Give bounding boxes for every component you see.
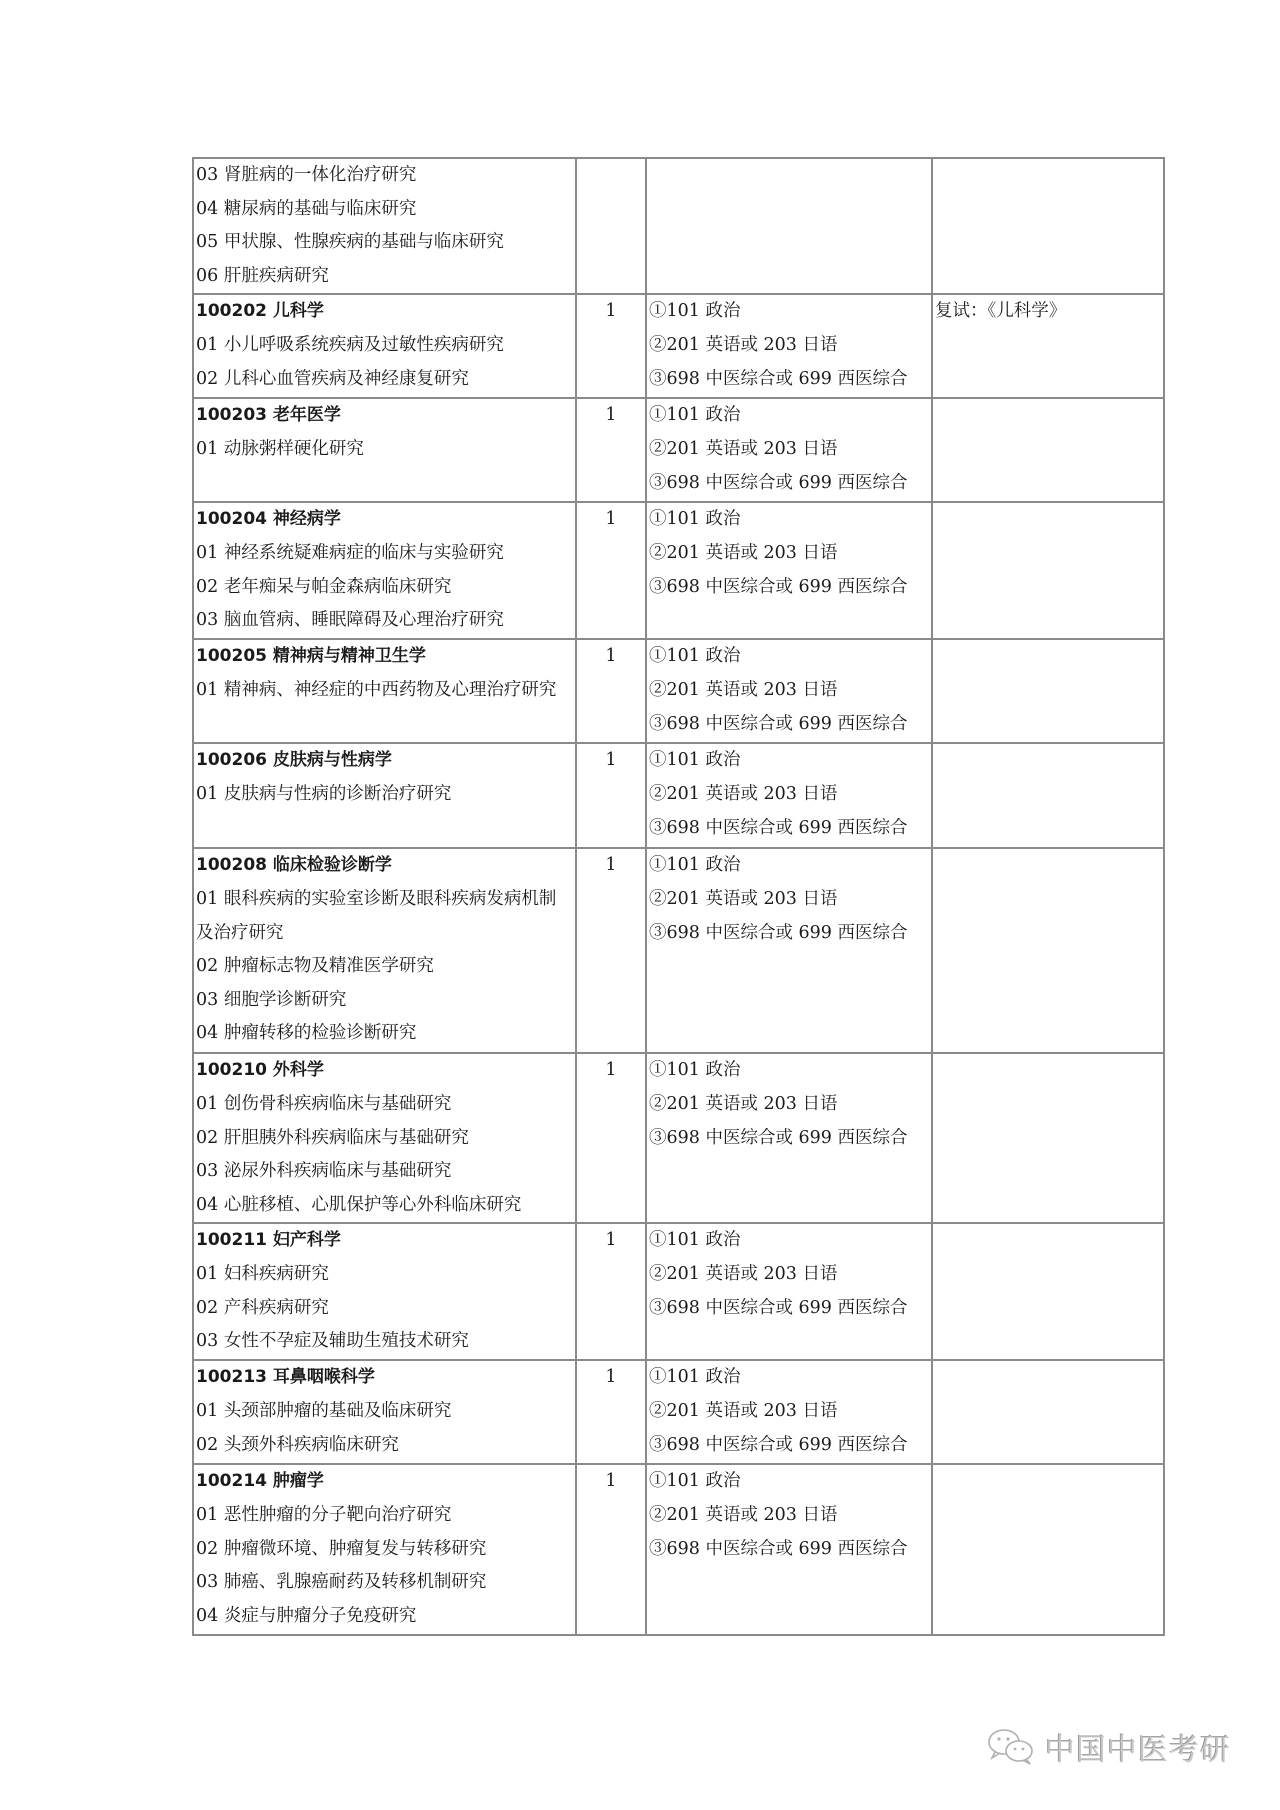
major-title: 100202 儿科学 xyxy=(196,301,324,322)
exam-subjects-cell xyxy=(646,848,932,1053)
research-direction: 04 肿瘤转移的检验诊断研究 xyxy=(196,1023,417,1044)
research-direction: 05 甲状腺、性腺疾病的基础与临床研究 xyxy=(196,232,504,253)
notes-cell xyxy=(932,1053,1164,1223)
research-direction: 02 肿瘤标志物及精准医学研究 xyxy=(196,956,434,977)
research-direction: 03 肾脏病的一体化治疗研究 xyxy=(196,165,417,185)
exam-subject: ②201 英语或 203 日语 xyxy=(649,888,838,909)
exam-subjects-cell xyxy=(646,639,932,743)
major-cell xyxy=(193,158,576,294)
notes-cell xyxy=(932,502,1164,639)
table-row xyxy=(193,639,1164,743)
exam-subject: ③698 中医综合或 699 西医综合 xyxy=(649,1127,908,1148)
research-direction: 04 炎症与肿瘤分子免疫研究 xyxy=(196,1605,417,1626)
exam-subject: ①101 政治 xyxy=(649,301,741,322)
table-row xyxy=(193,1464,1164,1635)
major-cell xyxy=(193,1223,576,1360)
quota-cell: 1 xyxy=(576,398,646,502)
exam-subject: ②201 英语或 203 日语 xyxy=(649,1400,838,1421)
exam-subject: ②201 英语或 203 日语 xyxy=(649,1263,838,1284)
research-direction: 04 糖尿病的基础与临床研究 xyxy=(196,198,417,219)
exam-subject: ③698 中医综合或 699 西医综合 xyxy=(649,817,908,838)
exam-subject: ②201 英语或 203 日语 xyxy=(649,438,838,459)
quota-cell: 1 xyxy=(576,848,646,1053)
major-cell xyxy=(193,1360,576,1464)
quota-cell: 1 xyxy=(576,639,646,743)
program-table xyxy=(192,157,1165,1636)
quota-cell: 1 xyxy=(576,1223,646,1360)
exam-subject: ③698 中医综合或 699 西医综合 xyxy=(649,1434,908,1455)
research-direction: 03 泌尿外科疾病临床与基础研究 xyxy=(196,1161,452,1182)
exam-subjects-cell xyxy=(646,1360,932,1464)
major-cell xyxy=(193,1464,576,1635)
program-table-body xyxy=(193,158,1164,1635)
major-cell xyxy=(193,639,576,743)
research-direction: 03 女性不孕症及辅助生殖技术研究 xyxy=(196,1331,469,1352)
watermark xyxy=(985,1725,1231,1769)
research-direction: 02 老年痴呆与帕金森病临床研究 xyxy=(196,576,452,597)
research-direction: 01 动脉粥样硬化研究 xyxy=(196,438,364,459)
major-cell xyxy=(193,294,576,398)
major-title: 100204 神经病学 xyxy=(196,509,341,530)
notes-cell xyxy=(932,1360,1164,1464)
exam-subject: ①101 政治 xyxy=(649,509,741,530)
wechat-icon xyxy=(985,1727,1037,1767)
notes-cell xyxy=(932,743,1164,848)
major-cell xyxy=(193,502,576,639)
major-title: 100206 皮肤病与性病学 xyxy=(196,750,392,771)
exam-subjects-cell xyxy=(646,398,932,502)
exam-subject: ③698 中医综合或 699 西医综合 xyxy=(649,368,908,389)
research-direction: 02 儿科心血管疾病及神经康复研究 xyxy=(196,368,469,389)
research-direction: 01 小儿呼吸系统疾病及过敏性疾病研究 xyxy=(196,334,504,355)
research-direction: 06 肝脏疾病研究 xyxy=(196,265,329,286)
research-direction: 01 头颈部肿瘤的基础及临床研究 xyxy=(196,1400,452,1421)
quota-cell: 1 xyxy=(576,502,646,639)
watermark-text: 中国中医考研 xyxy=(1045,1733,1231,1768)
table-row xyxy=(193,848,1164,1053)
exam-subject: ②201 英语或 203 日语 xyxy=(649,679,838,700)
exam-subject: ②201 英语或 203 日语 xyxy=(649,783,838,804)
exam-subject: ③698 中医综合或 699 西医综合 xyxy=(649,1538,908,1559)
table-row xyxy=(193,743,1164,848)
quota-cell: 1 xyxy=(576,1053,646,1223)
exam-subjects-cell xyxy=(646,502,932,639)
major-title: 100213 耳鼻咽喉科学 xyxy=(196,1367,375,1388)
major-title: 100205 精神病与精神卫生学 xyxy=(196,646,426,667)
exam-subject: ①101 政治 xyxy=(649,405,741,426)
table-row xyxy=(193,502,1164,639)
exam-subject: ①101 政治 xyxy=(649,1230,741,1251)
major-cell xyxy=(193,398,576,502)
research-direction: 01 神经系统疑难病症的临床与实验研究 xyxy=(196,542,504,563)
table-row xyxy=(193,294,1164,398)
research-direction: 02 头颈外科疾病临床研究 xyxy=(196,1434,399,1455)
exam-subjects-cell xyxy=(646,1464,932,1635)
exam-subject: ①101 政治 xyxy=(649,646,741,667)
research-direction: 01 眼科疾病的实验室诊断及眼科疾病发病机制及治疗研究 xyxy=(196,888,557,943)
research-direction: 04 心脏移植、心肌保护等心外科临床研究 xyxy=(196,1194,522,1215)
exam-subject: ②201 英语或 203 日语 xyxy=(649,334,838,355)
research-direction: 01 皮肤病与性病的诊断治疗研究 xyxy=(196,783,452,804)
research-direction: 03 肺癌、乳腺癌耐药及转移机制研究 xyxy=(196,1572,487,1593)
major-title: 100211 妇产科学 xyxy=(196,1230,341,1251)
research-direction: 01 创伤骨科疾病临床与基础研究 xyxy=(196,1093,452,1114)
quota-cell: 1 xyxy=(576,1360,646,1464)
table-row xyxy=(193,1223,1164,1360)
quota-cell: 1 xyxy=(576,1464,646,1635)
research-direction: 03 细胞学诊断研究 xyxy=(196,989,347,1010)
major-cell xyxy=(193,848,576,1053)
notes-cell xyxy=(932,398,1164,502)
notes-cell xyxy=(932,158,1164,294)
table-row xyxy=(193,398,1164,502)
exam-subject: ③698 中医综合或 699 西医综合 xyxy=(649,1297,908,1318)
exam-subjects-cell xyxy=(646,1223,932,1360)
quota-cell: 1 xyxy=(576,294,646,398)
exam-subject: ①101 政治 xyxy=(649,1367,741,1388)
research-direction: 03 脑血管病、睡眠障碍及心理治疗研究 xyxy=(196,610,504,631)
major-title: 100214 肿瘤学 xyxy=(196,1471,324,1492)
exam-subjects-cell xyxy=(646,294,932,398)
research-direction: 02 肝胆胰外科疾病临床与基础研究 xyxy=(196,1127,469,1148)
quota-cell xyxy=(576,158,646,294)
research-direction: 02 肿瘤微环境、肿瘤复发与转移研究 xyxy=(196,1538,487,1559)
exam-subjects-cell xyxy=(646,1053,932,1223)
exam-subject: ②201 英语或 203 日语 xyxy=(649,1093,838,1114)
quota-cell: 1 xyxy=(576,743,646,848)
notes-cell xyxy=(932,294,1164,398)
exam-subjects-cell xyxy=(646,743,932,848)
notes-cell xyxy=(932,639,1164,743)
exam-subjects-cell xyxy=(646,158,932,294)
exam-subject: ①101 政治 xyxy=(649,855,741,876)
research-direction: 01 恶性肿瘤的分子靶向治疗研究 xyxy=(196,1504,452,1525)
note-text: 复试：《儿科学》 xyxy=(935,301,1067,322)
research-direction: 01 精神病、神经症的中西药物及心理治疗研究 xyxy=(196,679,557,700)
exam-subject: ②201 英语或 203 日语 xyxy=(649,542,838,563)
exam-subject: ②201 英语或 203 日语 xyxy=(649,1504,838,1525)
exam-subject: ①101 政治 xyxy=(649,1060,741,1081)
research-direction: 01 妇科疾病研究 xyxy=(196,1263,329,1284)
research-direction: 02 产科疾病研究 xyxy=(196,1297,329,1318)
exam-subject: ①101 政治 xyxy=(649,750,741,771)
exam-subject: ①101 政治 xyxy=(649,1471,741,1492)
notes-cell xyxy=(932,1223,1164,1360)
major-title: 100203 老年医学 xyxy=(196,405,341,426)
exam-subject: ③698 中医综合或 699 西医综合 xyxy=(649,472,908,493)
notes-cell xyxy=(932,848,1164,1053)
notes-cell xyxy=(932,1464,1164,1635)
exam-subject: ③698 中医综合或 699 西医综合 xyxy=(649,713,908,734)
table-row xyxy=(193,1360,1164,1464)
major-cell xyxy=(193,743,576,848)
table-row xyxy=(193,158,1164,294)
table-row xyxy=(193,1053,1164,1223)
exam-subject: ③698 中医综合或 699 西医综合 xyxy=(649,576,908,597)
major-title: 100208 临床检验诊断学 xyxy=(196,855,392,876)
major-cell xyxy=(193,1053,576,1223)
major-title: 100210 外科学 xyxy=(196,1060,324,1081)
exam-subject: ③698 中医综合或 699 西医综合 xyxy=(649,922,908,943)
